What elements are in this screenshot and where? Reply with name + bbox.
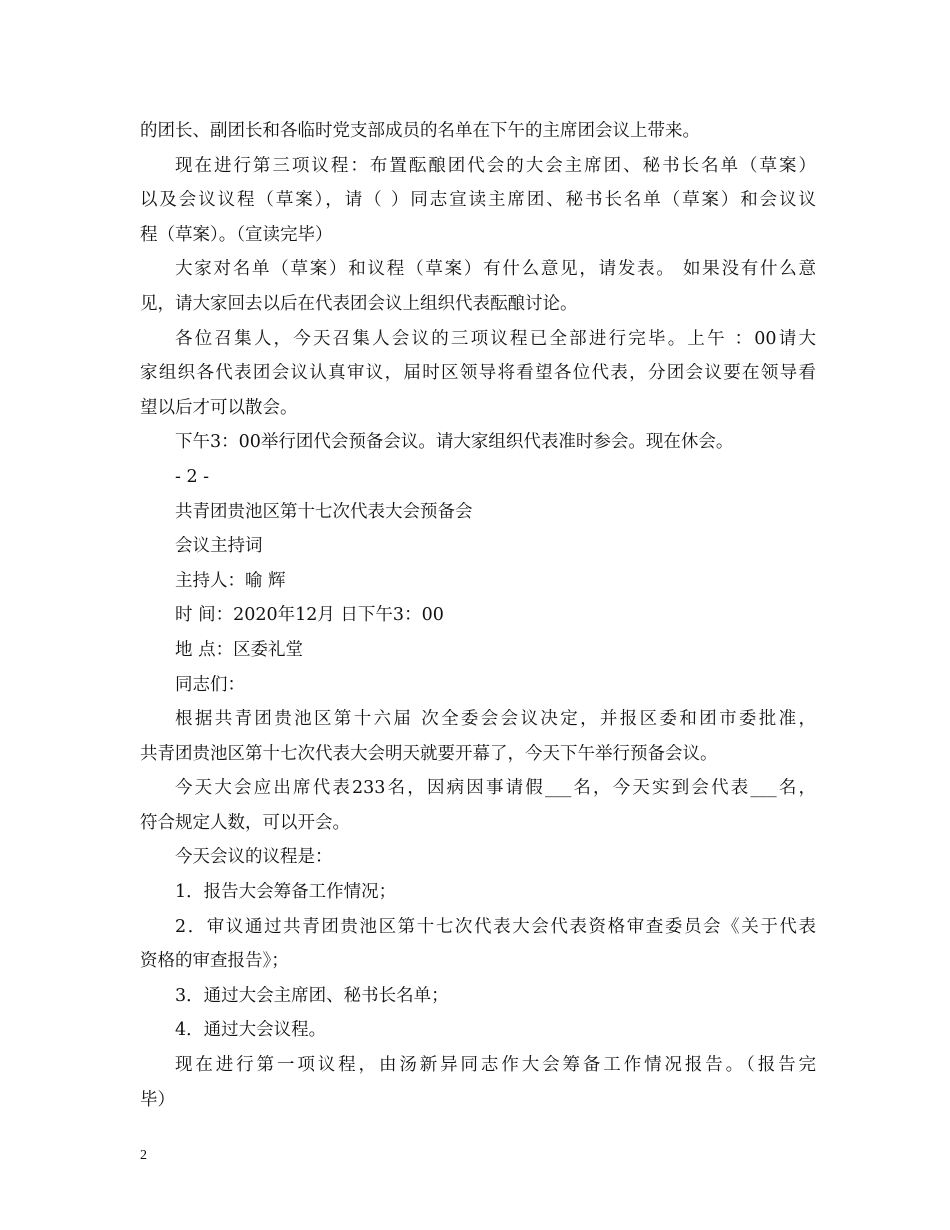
text-line: 主持人：喻 辉 <box>175 570 286 591</box>
document-body <box>140 114 816 1117</box>
text-line: 各位召集人，今天召集人会议的三项议程已全部进行完毕。上午 ：00请大 <box>175 328 816 349</box>
text-line: 下午3：00举行团代会预备会议。请大家组织代表准时参会。现在休会。 <box>175 432 734 453</box>
text-line: 现在进行第一项议程，由汤新异同志作大会筹备工作情况报告。（报告完 <box>175 1055 816 1076</box>
page-number: 2 <box>140 1148 147 1163</box>
text-line: 以及会议议程（草案），请（ ）同志宣读主席团、秘书长名单（草案）和会议议 <box>140 190 816 211</box>
text-line: 3．通过大会主席团、秘书长名单； <box>175 985 449 1006</box>
text-line: 会议主持词 <box>175 536 263 557</box>
text-line: 共青团贵池区第十七次代表大会预备会 <box>175 501 473 522</box>
text-line: 共青团贵池区第十七次代表大会明天就要开幕了，今天下午举行预备会议。 <box>140 743 718 764</box>
text-line: 同志们： <box>175 674 245 695</box>
text-line: - 2 - <box>175 466 210 487</box>
text-line: 今天大会应出席代表233名，因病因事请假___名，今天实到会代表___名， <box>175 778 816 799</box>
text-line: 4．通过大会议程。 <box>175 1020 327 1041</box>
text-line: 的团长、副团长和各临时党支部成员的名单在下午的主席团会议上带来。 <box>140 121 700 141</box>
text-line: 大家对名单（草案）和议程（草案）有什么意见，请发表。 如果没有什么意 <box>175 259 816 280</box>
text-line: 资格的审查报告》； <box>140 951 289 972</box>
text-line: 时 间：2020年12月 日下午3：00 <box>175 605 444 626</box>
text-line: 根据共青团贵池区第十六届 次全委会会议决定，并报区委和团市委批准， <box>175 709 816 730</box>
text-line: 2．审议通过共青团贵池区第十七次代表大会代表资格审查委员会《关于代表 <box>175 916 816 937</box>
text-line: 现在进行第三项议程：布置酝酿团代会的大会主席团、秘书长名单（草案） <box>175 155 816 176</box>
text-line: 今天会议的议程是： <box>175 847 333 868</box>
text-line: 望以后才可以散会。 <box>140 397 298 418</box>
text-line: 1．报告大会筹备工作情况； <box>175 882 397 903</box>
text-line: 地 点：区委礼堂 <box>175 639 304 660</box>
text-line: 符合规定人数，可以开会。 <box>140 812 350 833</box>
text-line: 见，请大家回去以后在代表团会议上组织代表酝酿讨论。 <box>140 293 578 314</box>
text-line: 程（草案）。（宣读完毕） <box>140 224 333 245</box>
text-line: 家组织各代表团会议认真审议，届时区领导将看望各位代表，分团会议要在领导看 <box>140 363 816 384</box>
text-line: 毕） <box>140 1089 175 1110</box>
